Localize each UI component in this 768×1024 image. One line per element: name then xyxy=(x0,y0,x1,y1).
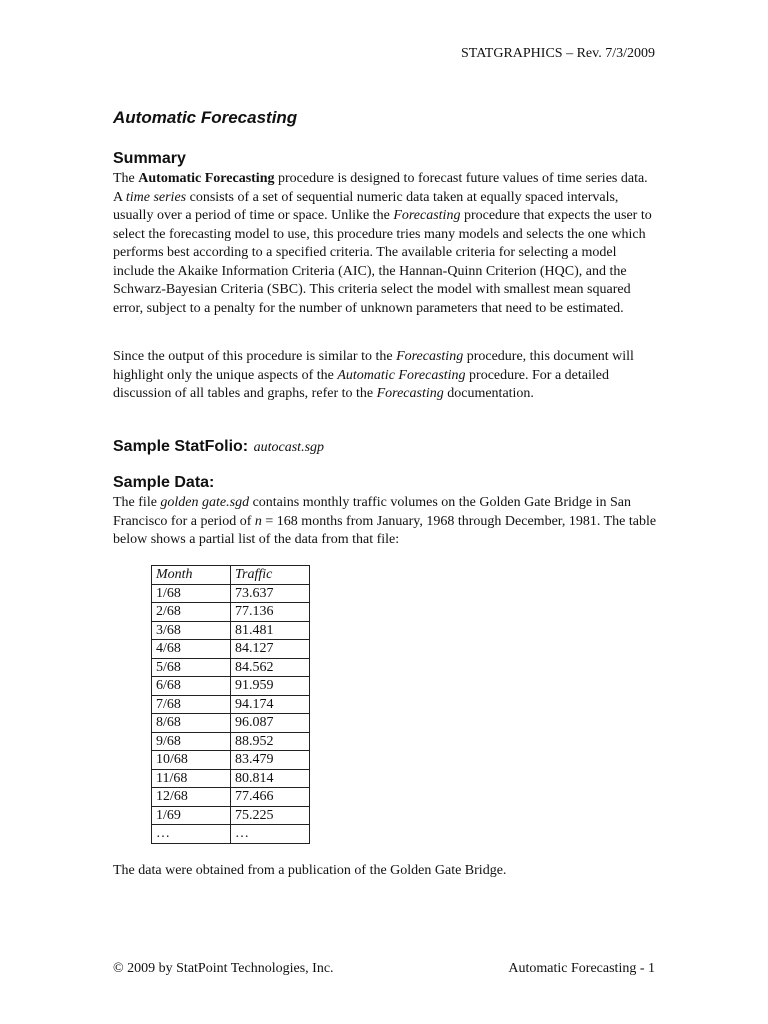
footer-copyright: © 2009 by StatPoint Technologies, Inc. xyxy=(113,961,334,976)
text-run-italic: time series xyxy=(125,189,187,205)
source-note: The data were obtained from a publication of the Golden Gate Bridge. xyxy=(113,863,507,878)
table-row xyxy=(152,584,310,603)
cell-traffic: 84.127 xyxy=(231,640,310,659)
table-row xyxy=(152,640,310,659)
table-row xyxy=(152,788,310,807)
cell-month: 1/69 xyxy=(152,806,231,825)
cell-month: 11/68 xyxy=(152,769,231,788)
text-run: = 168 months from January, 1968 through December, 1981. The table below shows a partial list of the data from that file: xyxy=(113,513,657,547)
footer-page-label: Automatic Forecasting - 1 xyxy=(508,961,655,976)
cell-month: 8/68 xyxy=(152,714,231,733)
cell-month: 6/68 xyxy=(152,677,231,696)
text-run: The file xyxy=(113,495,161,510)
cell-month: 7/68 xyxy=(152,695,231,714)
cell-month: 10/68 xyxy=(152,751,231,770)
cell-traffic: 81.481 xyxy=(231,621,310,640)
sample-data-paragraph xyxy=(113,494,658,550)
traffic-data-table xyxy=(151,565,310,844)
cell-traffic: 73.637 xyxy=(231,584,310,603)
text-run: consists of a set of sequential numeric data taken at equally spaced intervals, usually over a period of time or space. Unlike the xyxy=(113,189,619,223)
column-header-traffic: Traffic xyxy=(231,566,310,585)
text-run: procedure is designed to forecast future values of time series data. A xyxy=(113,171,648,205)
cell-month: 1/68 xyxy=(152,584,231,603)
table-row xyxy=(152,769,310,788)
text-run: procedure. For a detailed discussion of all tables and graphs, refer to the xyxy=(113,367,609,401)
table-row xyxy=(152,825,310,844)
cell-month: 4/68 xyxy=(152,640,231,659)
cell-traffic: 96.087 xyxy=(231,714,310,733)
cell-month: 5/68 xyxy=(152,658,231,677)
cell-traffic: 80.814 xyxy=(231,769,310,788)
table-row xyxy=(152,751,310,770)
cell-traffic: 84.562 xyxy=(231,658,310,677)
table-body xyxy=(152,584,310,843)
table-row xyxy=(152,732,310,751)
text-run: Since the output of this procedure is similar to the xyxy=(113,349,397,364)
text-run-italic: n xyxy=(254,513,262,529)
text-run-italic: Automatic Forecasting xyxy=(337,367,466,383)
cell-traffic: 77.466 xyxy=(231,788,310,807)
summary-heading: Summary xyxy=(113,150,186,167)
text-run: The xyxy=(113,171,139,186)
cell-month: 9/68 xyxy=(152,732,231,751)
text-run-italic: golden gate.sgd xyxy=(160,495,250,510)
text-run: contains monthly traffic volumes on the Golden Gate Bridge in San Francisco for a period of xyxy=(113,495,632,529)
statfolio-file: autocast.sgp xyxy=(253,440,325,455)
page-title: Automatic Forecasting xyxy=(113,108,298,127)
text-run-italic: Forecasting xyxy=(393,208,461,223)
table-row xyxy=(152,677,310,696)
text-run: documentation. xyxy=(443,386,534,401)
cell-traffic: 83.479 xyxy=(231,751,310,770)
table-row xyxy=(152,806,310,825)
cell-traffic: 75.225 xyxy=(231,806,310,825)
cell-month: 2/68 xyxy=(152,603,231,622)
cell-traffic: 88.952 xyxy=(231,732,310,751)
text-run: procedure, this document will highlight only the unique aspects of the xyxy=(113,349,634,383)
text-run: procedure that expects the user to select the forecasting model to use, this procedure tries many models and selects the one which performs best according to a specified criteria. The available criteria for selecting a model include the Akaike Information Criteria (AIC), the Hannan-Quinn Criterion (HQC), and the Schwarz-Bayesian Criteria (SBC). This criteria select the model with smallest mean squared error, subject to a penalty for the number of unknown parameters that need to be estimated. xyxy=(113,208,652,316)
table-row xyxy=(152,695,310,714)
since-paragraph xyxy=(113,348,658,404)
sample-statfolio xyxy=(113,438,324,456)
table-row xyxy=(152,658,310,677)
cell-traffic: … xyxy=(231,825,310,844)
page-header: STATGRAPHICS – Rev. 7/3/2009 xyxy=(461,46,655,61)
sample-data-heading: Sample Data: xyxy=(113,474,215,491)
cell-traffic: 77.136 xyxy=(231,603,310,622)
table-header-row xyxy=(152,566,310,585)
cell-month: … xyxy=(152,825,231,844)
table-row xyxy=(152,621,310,640)
text-run-italic: Forecasting xyxy=(396,349,464,364)
cell-month: 12/68 xyxy=(152,788,231,807)
cell-month: 3/68 xyxy=(152,621,231,640)
cell-traffic: 94.174 xyxy=(231,695,310,714)
statfolio-label: Sample StatFolio: xyxy=(113,438,249,455)
table-row xyxy=(152,603,310,622)
text-run-bold: Automatic Forecasting xyxy=(138,171,275,186)
summary-paragraph xyxy=(113,170,658,318)
cell-traffic: 91.959 xyxy=(231,677,310,696)
table-row xyxy=(152,714,310,733)
text-run-italic: Forecasting xyxy=(376,386,444,401)
column-header-month: Month xyxy=(152,566,231,585)
